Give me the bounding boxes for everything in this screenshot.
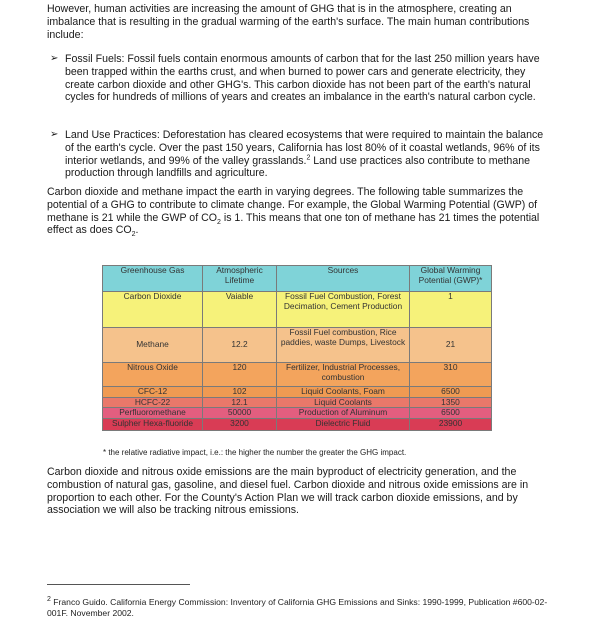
cell-sources: Production of Aluminum <box>277 408 410 419</box>
cell-gwp: 23900 <box>410 418 492 430</box>
table-row <box>103 397 492 408</box>
right-arrowhead-icon: ➢ <box>50 53 59 64</box>
cell-gas: Sulpher Hexa-fluoride <box>103 418 203 430</box>
table-row <box>103 418 492 430</box>
cell-sources: Fossil Fuel Combustion, Forest Decimation, Cement Production <box>277 292 410 328</box>
cell-lifetime: 120 <box>203 363 277 387</box>
header-atmospheric-lifetime: Atmospheric Lifetime <box>203 266 277 292</box>
footnote-ref: 2 <box>306 154 311 162</box>
cell-gwp: 310 <box>410 363 492 387</box>
cell-gwp: 21 <box>410 328 492 363</box>
cell-sources: Fertilizer, Industrial Processes, combustion <box>277 363 410 387</box>
table-row <box>103 328 492 363</box>
cell-gwp: 1350 <box>410 397 492 408</box>
cell-gwp: 1 <box>410 292 492 328</box>
header-gwp: Global Warming Potential (GWP)* <box>410 266 492 292</box>
cell-gwp: 6500 <box>410 408 492 419</box>
cell-lifetime: 12.1 <box>203 397 277 408</box>
cell-gas: Nitrous Oxide <box>103 363 203 387</box>
bullet-land-use <box>47 129 552 180</box>
cell-lifetime: 50000 <box>203 408 277 419</box>
cell-sources: Fossil Fuel combustion, Rice paddies, waste Dumps, Livestock <box>277 328 410 363</box>
table-header-row <box>103 266 492 292</box>
ghg-table <box>102 265 492 431</box>
cell-sources: Liquid Coolants <box>277 397 410 408</box>
table-row <box>103 363 492 387</box>
cell-gas: HCFC-22 <box>103 397 203 408</box>
cell-lifetime: 12.2 <box>203 328 277 363</box>
cell-gas: Carbon Dioxide <box>103 292 203 328</box>
table-row <box>103 292 492 328</box>
bullet-fossil-text: Fossil Fuels: Fossil fuels contain enormous amounts of carbon that for the last 250 million years have been trapped within the earths crust, and when burned to power cars and generate electricity, they create carbon dioxide and other GHG's. This carbon dioxide has not been part of the earth's natural cycles for hundreds of millions of years and creates an imbalance in the earth's natural carbon cycle. <box>65 53 540 104</box>
cell-gwp: 6500 <box>410 387 492 398</box>
footnote-divider <box>47 584 190 585</box>
right-arrowhead-icon: ➢ <box>50 129 59 140</box>
cell-gas: CFC-12 <box>103 387 203 398</box>
gwp-paragraph: Carbon dioxide and methane impact the earth in varying degrees. The following table summarizes the potential of a GHG to contribute to climate change. For example, the Global Warming Potential (GWP) of methane is 21 while the GWP of $CO_2$ is 1. This means that one ton of methane has 21 times the potential effect as does $CO_2$. <box>47 186 540 239</box>
table-footnote: * the relative radiative impact, i.e.: the higher the number the greater the GHG impact. <box>103 448 407 457</box>
header-greenhouse-gas: Greenhouse Gas <box>103 266 203 292</box>
cell-sources: Dielectric Fluid <box>277 418 410 430</box>
cell-gas: Methane <box>103 328 203 363</box>
table-row <box>103 387 492 398</box>
cell-lifetime: 102 <box>203 387 277 398</box>
bullet-land-text: Land Use Practices: Deforestation has cleared ecosystems that were required to maintain the balance of the earth's cycle. Over the past 150 years, California has lost 80% of it coastal wetlands, 96% of its interior wetlands, and 99% of the valley grasslands.$^2$ Land use practices also contribute to methane production through landfills and agriculture. <box>65 129 544 180</box>
cell-sources: Liquid Coolants, Foam <box>277 387 410 398</box>
footnote: $^2$ Franco Guido. California Energy Commission: Inventory of California GHG Emissions and Sinks: 1990-1999, Publication #600-02-001F. November 2002. <box>47 596 548 618</box>
emissions-paragraph: Carbon dioxide and nitrous oxide emissions are the main byproduct of electricity generation, and the combustion of natural gas, gasoline, and diesel fuel. Carbon dioxide and nitrous oxide emissions are in proportion to each other. For the County's Action Plan we will track carbon dioxide emissions, and by association we will also be tracking nitrous emissions. <box>47 466 529 517</box>
intro-paragraph: However, human activities are increasing the amount of GHG that is in the atmosphere, creating an imbalance that is resulting in the gradual warming of the earth's surface. The main human contributions include: <box>47 3 530 41</box>
bullet-fossil-fuels <box>47 53 552 104</box>
cell-lifetime: Vaiable <box>203 292 277 328</box>
cell-gas: Perfluoromethane <box>103 408 203 419</box>
table-row <box>103 408 492 419</box>
cell-lifetime: 3200 <box>203 418 277 430</box>
header-sources: Sources <box>277 266 410 292</box>
